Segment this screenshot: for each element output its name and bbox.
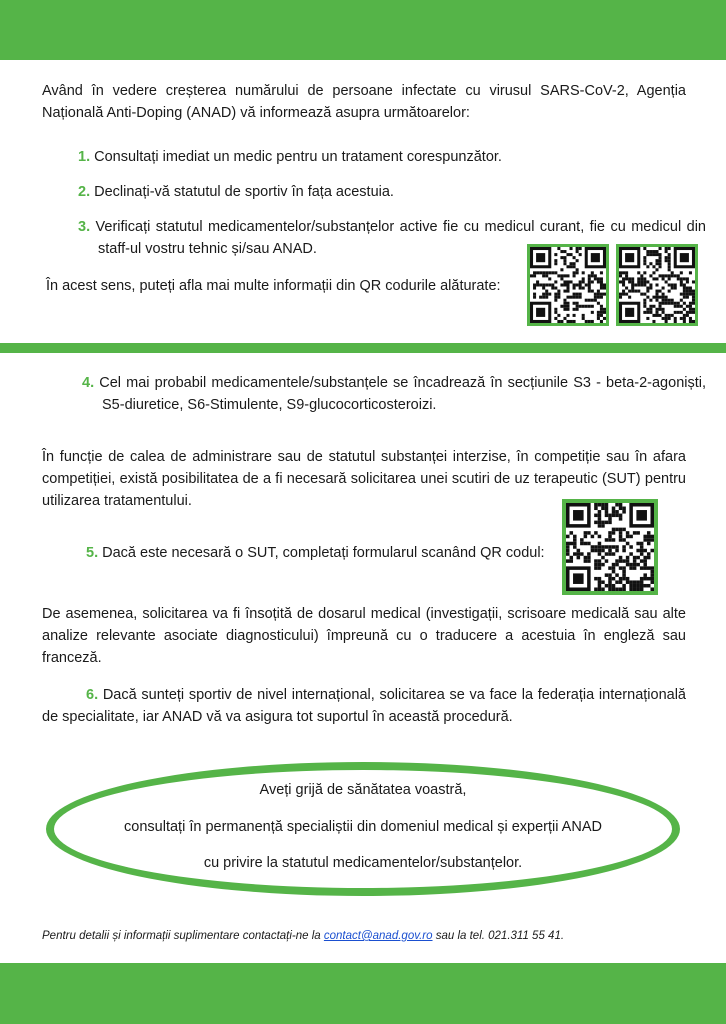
step-text: Verificați statutul medicamentelor/substanțelor active fie cu medicul curant, fie cu medicul din staff-ul vostru tehnic și/sau ANAD. — [95, 219, 706, 257]
top-green-band — [0, 0, 726, 60]
qr-code-1[interactable] — [527, 244, 609, 326]
step-text: Dacă sunteți sportiv de nivel internațional, solicitarea se va face la federația internațională de specialitate, iar ANAD vă va asigura tot suportul în această procedură. — [42, 687, 686, 725]
step-4 — [82, 372, 706, 416]
qr-code-2[interactable] — [616, 244, 698, 326]
step-text: Cel mai probabil medicamentele/substanțele se încadrează în secțiunile S3 - beta-2-agoniști, S5-diuretice, S6-Stimulente, S9-glucocorticosteroizi. — [99, 375, 707, 413]
footer-contact — [42, 928, 702, 944]
step-number: 3. — [78, 219, 91, 235]
intro-paragraph: Având în vedere creșterea numărului de persoane infectate cu virusul SARS-CoV-2, Agenția Națională Anti-Doping (ANAD) vă informează asupra următoarelor: — [42, 83, 686, 121]
step-text: Declinați-vă statutul de sportiv în fața acestuia. — [94, 184, 394, 200]
dossier-paragraph: De asemenea, solicitarea va fi însoțită de dosarul medical (investigații, scrisoare medicală sau alte analize relevante asociate diagnosticului) împreună cu o traducere a acestuia în engleză sau franceză. — [42, 606, 686, 666]
step-3 — [78, 216, 706, 260]
step-text: Dacă este necesară o SUT, completați formularul scanând QR codul: — [102, 545, 545, 561]
qr-intro-text: În acest sens, puteți afla mai multe informații din QR codurile alăturate: — [46, 278, 501, 294]
qr-code-icon — [530, 247, 606, 323]
oval-line-2: consultați în permanență specialiștii din domeniul medical și experții ANAD — [124, 819, 602, 835]
footer-phone: sau la tel. 021.311 55 41. — [432, 930, 565, 942]
qr-code-icon — [619, 247, 695, 323]
qr-code-sut-form[interactable] — [562, 499, 658, 595]
footer-prefix: Pentru detalii și informații suplimentare contactați-ne la — [42, 930, 324, 942]
step-text: Consultați imediat un medic pentru un tratament corespunzător. — [94, 149, 502, 165]
step-number: 4. — [82, 375, 95, 391]
step-1 — [78, 146, 502, 168]
middle-green-band — [0, 343, 726, 353]
step-number: 6. — [86, 687, 99, 703]
oval-line-3: cu privire la statutul medicamentelor/substanțelor. — [203, 855, 523, 871]
oval-line-1: Aveți grijă de sănătatea voastră, — [259, 782, 467, 798]
step-2 — [78, 181, 394, 203]
qr-code-icon — [566, 503, 654, 591]
step-6 — [42, 684, 686, 728]
step-number: 5. — [86, 545, 99, 561]
sut-paragraph: În funcție de calea de administrare sau de statutul substanței interzise, în competiție sau în afara competiției, există posibilitatea de a fi necesară solicitarea unei scutiri de uz terapeutic (SUT) pentru utilizarea tratamentului. — [42, 449, 686, 509]
bottom-green-band — [0, 963, 726, 1024]
contact-email-link[interactable]: contact@anad.gov.ro — [323, 930, 433, 942]
step-number: 2. — [78, 184, 91, 200]
step-5 — [86, 542, 545, 564]
step-number: 1. — [78, 149, 91, 165]
